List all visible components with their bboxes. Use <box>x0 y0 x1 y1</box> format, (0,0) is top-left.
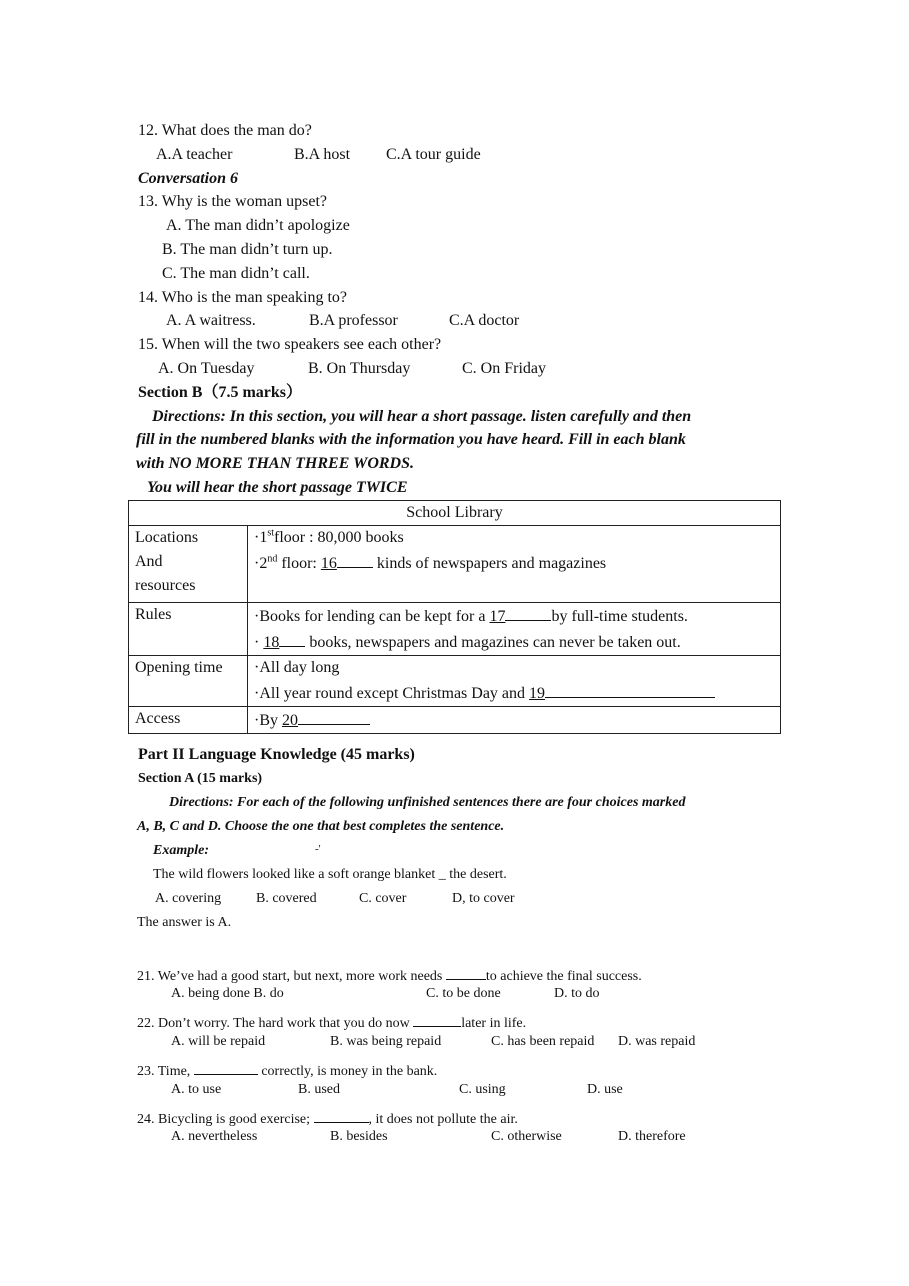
q15-option-b: B. On Thursday <box>308 360 411 377</box>
q12-option-c: C.A tour guide <box>386 146 481 163</box>
blank-19: 19 <box>529 685 546 702</box>
q23-option-a: A. to use <box>171 1082 222 1097</box>
part-2-title: Part II Language Knowledge (45 marks) <box>138 746 415 763</box>
blank-16: 16 <box>320 555 337 572</box>
question-14: 14. Who is the man speaking to? <box>138 289 347 306</box>
q24-option-d: D. therefore <box>618 1129 686 1144</box>
table-row <box>129 603 781 656</box>
table-row <box>129 526 781 603</box>
question-15: 15. When will the two speakers see each other? <box>138 336 442 353</box>
q24-option-b: B. besides <box>330 1129 388 1144</box>
section-b-directions-4: You will hear the short passage TWICE <box>147 479 408 496</box>
part-2-section-a-title: Section A (15 marks) <box>138 771 263 786</box>
q14-option-c: C.A doctor <box>449 312 520 329</box>
q14-option-b: B.A professor <box>309 312 398 329</box>
q12-option-b: B.A host <box>294 146 351 163</box>
q24-option-c: C. otherwise <box>491 1129 562 1144</box>
row-label-locations: Locations And resources <box>129 526 248 603</box>
school-library-table <box>128 500 781 734</box>
q23-option-c: C. using <box>459 1082 506 1097</box>
example-option-b: B. covered <box>256 891 317 906</box>
q23-option-d: D. use <box>587 1082 623 1097</box>
q24-option-a: A. nevertheless <box>171 1129 258 1144</box>
q21-option-ab: A. being done B. do <box>171 986 284 1001</box>
q13-option-c: C. The man didn’t call. <box>162 265 310 282</box>
row-label-access: Access <box>129 707 248 734</box>
part-2-directions-2: A, B, C and D. Choose the one that best completes the sentence. <box>137 819 505 834</box>
section-b-title: Section B（7.5 marks） <box>138 384 303 401</box>
example-option-c: C. cover <box>359 891 407 906</box>
table-row <box>129 707 781 734</box>
q15-option-a: A. On Tuesday <box>158 360 255 377</box>
example-question: The wild flowers looked like a soft orange blanket _ the desert. <box>153 867 507 882</box>
question-24: 24. Bicycling is good exercise; , it does not pollute the air. <box>137 1105 518 1129</box>
example-option-d: D, to cover <box>452 891 515 906</box>
q14-option-a: A. A waitress. <box>166 312 256 329</box>
example-answer: The answer is A. <box>137 915 232 930</box>
example-label: Example: <box>153 843 209 858</box>
question-13: 13. Why is the woman upset? <box>138 193 328 210</box>
blank-20: 20 <box>282 712 298 729</box>
section-b-directions-2: fill in the numbered blanks with the information you have heard. Fill in each blank <box>136 431 686 448</box>
section-b-directions-3: with NO MORE THAN THREE WORDS. <box>136 455 414 472</box>
row-content-opening-time: ·All day long ·All year round except Christmas Day and 19 <box>248 656 781 707</box>
row-content-locations: ·1stfloor : 80,000 books ·2nd floor: 16 kinds of newspapers and magazines <box>248 526 781 603</box>
example-option-a: A. covering <box>155 891 222 906</box>
section-b-directions-1: Directions: In this section, you will hear a short passage. listen carefully and then <box>152 408 692 425</box>
q12-option-a: A.A teacher <box>156 146 233 163</box>
table-caption: School Library <box>129 501 781 526</box>
question-21: 21. We’ve had a good start, but next, more work needs to achieve the final success. <box>137 962 642 986</box>
row-label-opening-time: Opening time <box>129 656 248 707</box>
part-2-directions-1: Directions: For each of the following unfinished sentences there are four choices marked <box>169 795 686 810</box>
q13-option-a: A. The man didn’t apologize <box>166 217 350 234</box>
blank-17: 17 <box>489 608 506 625</box>
blank-18: 18 <box>263 634 280 651</box>
question-23: 23. Time, correctly, is money in the bank. <box>137 1057 437 1081</box>
row-content-rules: ·Books for lending can be kept for a 17 by full-time students. · 18 books, newspapers and magazines can never be taken out. <box>248 603 781 656</box>
q15-option-c: C. On Friday <box>462 360 546 377</box>
row-label-rules: Rules <box>129 603 248 656</box>
row-content-access: ·By 20 <box>248 707 781 734</box>
q21-option-d: D. to do <box>554 986 600 1001</box>
q22-option-b: B. was being repaid <box>330 1034 442 1049</box>
table-row <box>129 656 781 707</box>
q22-option-d: D. was repaid <box>618 1034 696 1049</box>
q13-option-b: B. The man didn’t turn up. <box>162 241 333 258</box>
q22-option-a: A. will be repaid <box>171 1034 266 1049</box>
question-12: 12. What does the man do? <box>138 122 312 139</box>
example-mark: -' <box>315 843 321 855</box>
q21-option-c: C. to be done <box>426 986 501 1001</box>
question-22: 22. Don’t worry. The hard work that you do now later in life. <box>137 1009 526 1033</box>
conversation-6-heading: Conversation 6 <box>138 170 239 187</box>
q22-option-c: C. has been repaid <box>491 1034 595 1049</box>
q23-option-b: B. used <box>298 1082 340 1097</box>
